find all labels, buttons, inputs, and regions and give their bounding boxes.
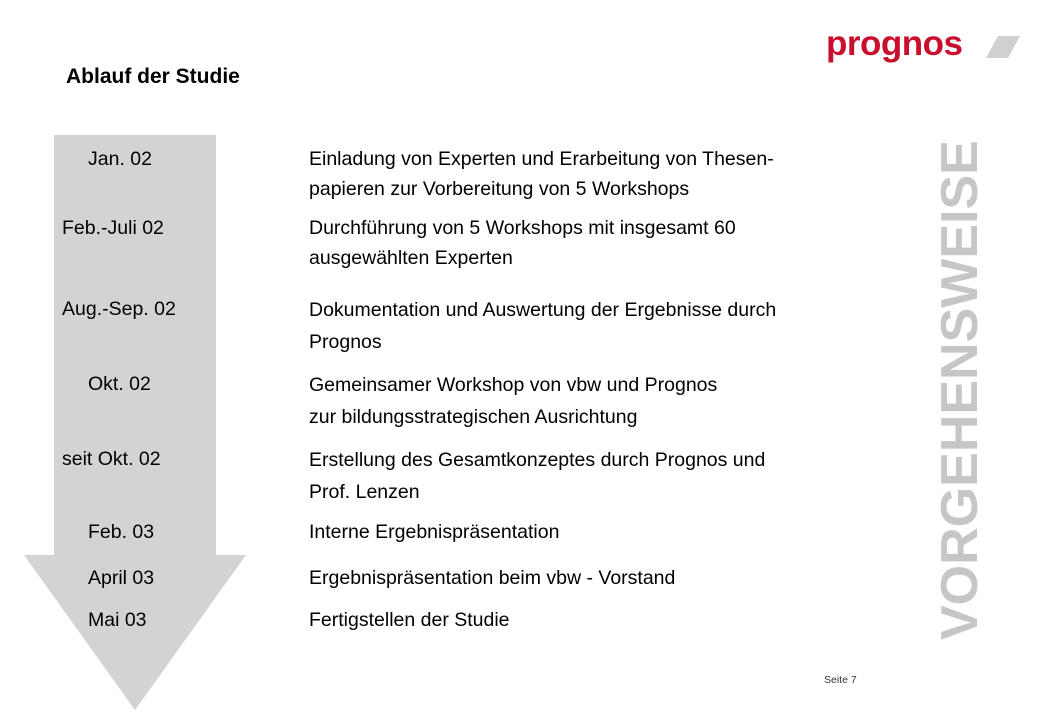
timeline-description [309, 144, 909, 204]
description-line: Ergebnispräsentation beim vbw - Vorstand [309, 567, 676, 589]
description-line: Einladung von Experten und Erarbeitung von Thesen- [309, 148, 774, 170]
side-label: VORGEHENSWEISE [931, 140, 989, 640]
timeline-description [309, 213, 909, 273]
timeline-description [309, 517, 909, 547]
timeline-date: Jan. 02 [88, 148, 152, 170]
prognos-logo [826, 22, 1026, 70]
description-line: zur bildungsstrategischen Ausrichtung [309, 406, 638, 428]
timeline-date: Aug.-Sep. 02 [62, 298, 176, 320]
timeline-date: Feb. 03 [88, 521, 155, 543]
timeline-description [309, 605, 909, 635]
timeline-description [309, 444, 909, 508]
timeline-date: Mai 03 [88, 609, 147, 631]
timeline-description [309, 563, 909, 593]
description-line: ausgewählten Experten [309, 247, 513, 269]
description-line: Gemeinsamer Workshop von vbw und Prognos [309, 374, 718, 396]
description-line: Interne Ergebnispräsentation [309, 521, 560, 543]
description-line: Prof. Lenzen [309, 481, 420, 503]
logo-text: prognos [826, 24, 963, 63]
timeline-description [309, 369, 909, 433]
timeline-date: seit Okt. 02 [62, 448, 161, 470]
slide-title: Ablauf der Studie [66, 65, 240, 88]
page-number: Seite 7 [824, 674, 857, 686]
timeline-date: Okt. 02 [88, 373, 151, 395]
logo-slash-icon [984, 34, 1024, 60]
description-line: Durchführung von 5 Workshops mit insgesamt 60 [309, 217, 736, 239]
timeline-description [309, 294, 909, 358]
description-line: Dokumentation und Auswertung der Ergebnisse durch [309, 299, 777, 321]
description-line: Prognos [309, 331, 382, 353]
timeline-date: April 03 [88, 567, 155, 589]
description-line: Erstellung des Gesamtkonzeptes durch Prognos und [309, 449, 766, 471]
description-line: papieren zur Vorbereitung von 5 Workshops [309, 178, 690, 200]
description-line: Fertigstellen der Studie [309, 609, 510, 631]
timeline-date: Feb.-Juli 02 [62, 217, 164, 239]
